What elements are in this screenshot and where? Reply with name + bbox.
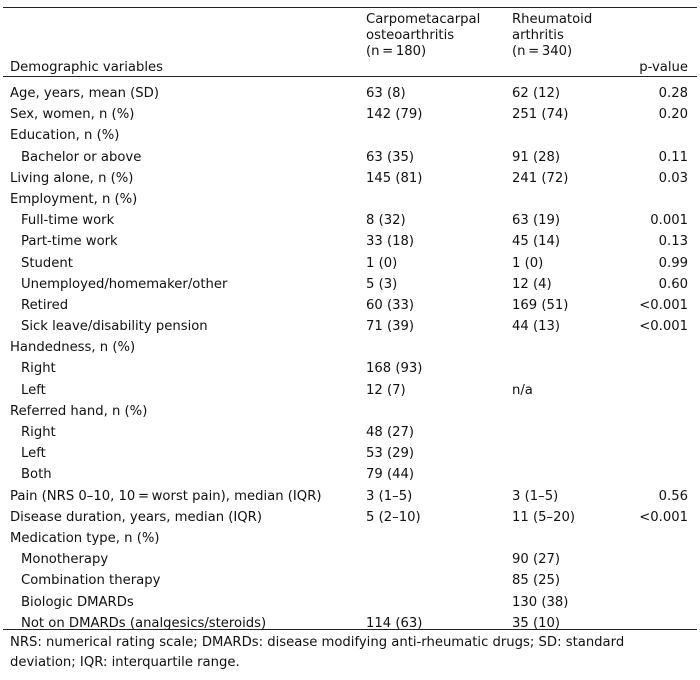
- cell-p-value: 0.13: [658, 234, 688, 250]
- cell-ra: 12 (4): [512, 276, 552, 292]
- table-row: [0, 337, 700, 358]
- cell-p-value: <0.001: [639, 509, 688, 525]
- row-label: Left: [21, 446, 46, 462]
- table-footnote: NRS: numerical rating scale; DMARDs: disease modifying anti-rheumatic drugs; SD: standard deviation; IQR: interquartile range.: [10, 635, 625, 670]
- cell-cmc-oa: 63 (8): [366, 86, 406, 101]
- cell-p-value: 0.99: [658, 255, 688, 271]
- row-label: Biologic DMARDs: [21, 594, 134, 610]
- table-row: [0, 295, 700, 316]
- cell-ra: 1 (0): [512, 255, 544, 271]
- cell-ra: n/a: [512, 382, 533, 398]
- cell-cmc-oa: 145 (81): [366, 170, 423, 186]
- row-label: Age, years, mean (SD): [10, 86, 159, 101]
- header-ra: [512, 12, 592, 60]
- table-row: [0, 316, 700, 337]
- table-row: [0, 401, 700, 422]
- header-cmc-oa: [366, 12, 480, 60]
- header-ra-line1: Rheumatoid: [512, 12, 593, 27]
- cell-ra: 130 (38): [512, 594, 569, 610]
- header-oa-line2: osteoarthritis: [366, 28, 455, 43]
- table-row: [0, 592, 700, 613]
- header-p-value: [639, 60, 688, 76]
- row-label: Right: [21, 361, 56, 377]
- row-label: Handedness, n (%): [10, 340, 136, 356]
- cell-cmc-oa: 168 (93): [366, 361, 423, 377]
- row-label: Unemployed/homemaker/other: [21, 276, 228, 292]
- cell-p-value: <0.001: [639, 297, 688, 313]
- header-demographic-variables: [10, 60, 163, 76]
- cell-ra: 91 (28): [512, 149, 561, 165]
- cell-cmc-oa: 60 (33): [366, 297, 415, 313]
- cell-ra: 241 (72): [512, 170, 569, 186]
- header-label-text: Demographic variables: [10, 60, 163, 75]
- cell-ra: 45 (14): [512, 234, 561, 250]
- table-row: [0, 231, 700, 252]
- cell-p-value: 0.001: [650, 213, 688, 229]
- cell-ra: 62 (12): [512, 86, 561, 101]
- row-label: Student: [21, 255, 73, 271]
- table-row: [0, 253, 700, 274]
- cell-p-value: 0.03: [658, 170, 688, 186]
- cell-cmc-oa: 114 (63): [366, 615, 423, 631]
- row-label: Pain (NRS 0–10, 10 = worst pain), median (IQR): [10, 488, 322, 504]
- cell-ra: 169 (51): [512, 297, 569, 313]
- table-row: [0, 147, 700, 168]
- cell-cmc-oa: 48 (27): [366, 425, 415, 440]
- cell-cmc-oa: 5 (2–10): [366, 509, 421, 525]
- table-row: [0, 168, 700, 189]
- row-label: Full-time work: [21, 213, 115, 229]
- table-row: [0, 570, 700, 591]
- table-row: [0, 507, 700, 528]
- cell-ra: 3 (1–5): [512, 488, 559, 504]
- row-label: Combination therapy: [21, 573, 161, 589]
- cell-cmc-oa: 12 (7): [366, 382, 406, 398]
- cell-p-value: 0.11: [658, 149, 688, 165]
- table-row: [0, 189, 700, 210]
- row-label: Part-time work: [21, 234, 118, 250]
- table-row: [0, 274, 700, 295]
- cell-cmc-oa: 8 (32): [366, 213, 406, 229]
- table-header-rule: [3, 76, 697, 77]
- header-oa-line1: Carpometacarpal: [366, 12, 481, 27]
- table-row: [0, 83, 700, 104]
- cell-cmc-oa: 79 (44): [366, 467, 415, 483]
- cell-ra: 85 (25): [512, 573, 561, 589]
- header-p-text: p-value: [639, 60, 688, 75]
- cell-ra: 35 (10): [512, 615, 561, 631]
- cell-p-value: 0.28: [658, 86, 688, 101]
- row-label: Disease duration, years, median (IQR): [10, 509, 262, 525]
- row-label: Retired: [21, 297, 69, 313]
- cell-p-value: <0.001: [639, 319, 688, 335]
- cell-cmc-oa: 142 (79): [366, 107, 423, 123]
- row-label: Sex, women, n (%): [10, 107, 135, 123]
- row-label: Sick leave/disability pension: [21, 319, 208, 335]
- cell-cmc-oa: 33 (18): [366, 234, 415, 250]
- cell-cmc-oa: 3 (1–5): [366, 488, 413, 504]
- cell-ra: 251 (74): [512, 107, 569, 123]
- table-row: [0, 125, 700, 146]
- row-label: Right: [21, 425, 56, 440]
- cell-cmc-oa: 5 (3): [366, 276, 398, 292]
- table-row: [0, 422, 700, 443]
- cell-cmc-oa: 53 (29): [366, 446, 415, 462]
- cell-ra: 90 (27): [512, 552, 561, 568]
- cell-cmc-oa: 63 (35): [366, 149, 415, 165]
- cell-cmc-oa: 1 (0): [366, 255, 398, 271]
- table-row: [0, 358, 700, 379]
- cell-ra: 44 (13): [512, 319, 561, 335]
- row-label: Both: [21, 467, 52, 483]
- table-row: [0, 464, 700, 485]
- table-row: [0, 210, 700, 231]
- row-label: Living alone, n (%): [10, 170, 134, 186]
- table-top-rule: [3, 7, 697, 8]
- table-row: [0, 486, 700, 507]
- header-ra-line2: arthritis: [512, 28, 564, 43]
- row-label: Education, n (%): [10, 128, 120, 144]
- row-label: Monotherapy: [21, 552, 109, 568]
- row-label: Referred hand, n (%): [10, 403, 148, 419]
- row-label: Not on DMARDs (analgesics/steroids): [21, 615, 267, 631]
- table-row: [0, 443, 700, 464]
- header-oa-line3: (n = 180): [366, 44, 427, 59]
- row-label: Left: [21, 382, 46, 398]
- cell-ra: 63 (19): [512, 213, 561, 229]
- cell-p-value: 0.20: [658, 107, 688, 123]
- row-label: Employment, n (%): [10, 191, 138, 207]
- cell-p-value: 0.60: [658, 276, 688, 292]
- table-row: [0, 380, 700, 401]
- table-row: [0, 613, 700, 634]
- header-ra-line3: (n = 340): [512, 44, 573, 59]
- cell-ra: 11 (5–20): [512, 509, 576, 525]
- table-row: [0, 104, 700, 125]
- row-label: Medication type, n (%): [10, 530, 160, 546]
- cell-p-value: 0.56: [658, 488, 688, 504]
- row-label: Bachelor or above: [21, 149, 142, 165]
- table-row: [0, 528, 700, 549]
- table-row: [0, 549, 700, 570]
- cell-cmc-oa: 71 (39): [366, 319, 415, 335]
- table-bottom-rule: [3, 629, 697, 630]
- table-body: [0, 83, 700, 634]
